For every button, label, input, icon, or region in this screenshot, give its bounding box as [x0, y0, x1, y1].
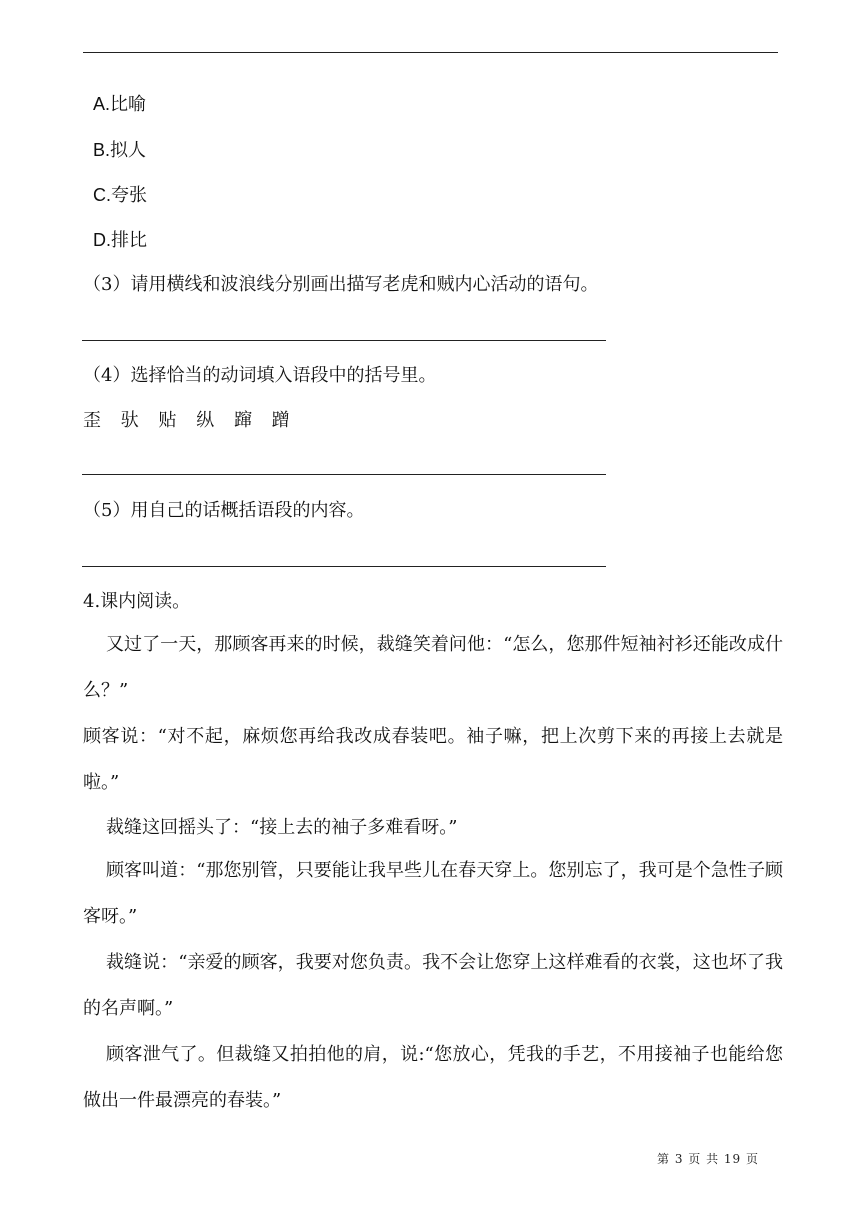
reading-paragraph-3: 裁缝这回摇头了：“接上去的袖子多难看呀。”: [106, 817, 458, 838]
word-choice: 驮: [120, 410, 139, 431]
question-3: （3）请用横线和波浪线分别画出描写老虎和贼内心活动的语句。: [83, 274, 599, 295]
answer-line-5[interactable]: [82, 566, 606, 567]
option-b: B.拟人: [93, 140, 147, 160]
question-4: （4）选择恰当的动词填入语段中的括号里。: [83, 365, 437, 386]
word-choice: 贴: [158, 410, 177, 431]
word-choice: 蹿: [233, 410, 252, 431]
answer-line-3[interactable]: [82, 340, 606, 341]
section-title: 4.课内阅读。: [83, 591, 191, 612]
option-a: A.比喻: [93, 94, 147, 114]
option-d: D.排比: [93, 230, 147, 250]
word-choice: 歪: [83, 410, 101, 431]
page-number: 第 3 页 共 19 页: [657, 1152, 759, 1166]
header-rule: [83, 52, 778, 53]
reading-paragraph-6: 顾客泄气了。但裁缝又拍拍他的肩，说:“您放心，凭我的手艺，不用接袖子也能给您做出一件最漂亮的春装。”: [83, 1044, 783, 1111]
word-choices: [83, 409, 304, 433]
question-5: （5）用自己的话概括语段的内容。: [83, 500, 365, 521]
reading-paragraph-1: 又过了一天，那顾客再来的时候，裁缝笑着问他：“怎么，您那件短袖衬衫还能改成什么？”: [83, 634, 783, 701]
word-choice: 蹭: [271, 410, 290, 431]
reading-paragraph-2: 顾客说：“对不起，麻烦您再给我改成春装吧。袖子嘛，把上次剪下来的再接上去就是啦。”: [83, 726, 783, 793]
option-c: C.夸张: [93, 185, 147, 205]
answer-line-4[interactable]: [82, 474, 606, 475]
reading-paragraph-4: 顾客叫道：“那您别管，只要能让我早些儿在春天穿上。您别忘了，我可是个急性子顾客呀。”: [83, 860, 783, 927]
word-choice: 纵: [196, 410, 215, 431]
reading-paragraph-5: 裁缝说：“亲爱的顾客，我要对您负责。我不会让您穿上这样难看的衣裳，这也坏了我的名声啊。”: [83, 952, 783, 1019]
